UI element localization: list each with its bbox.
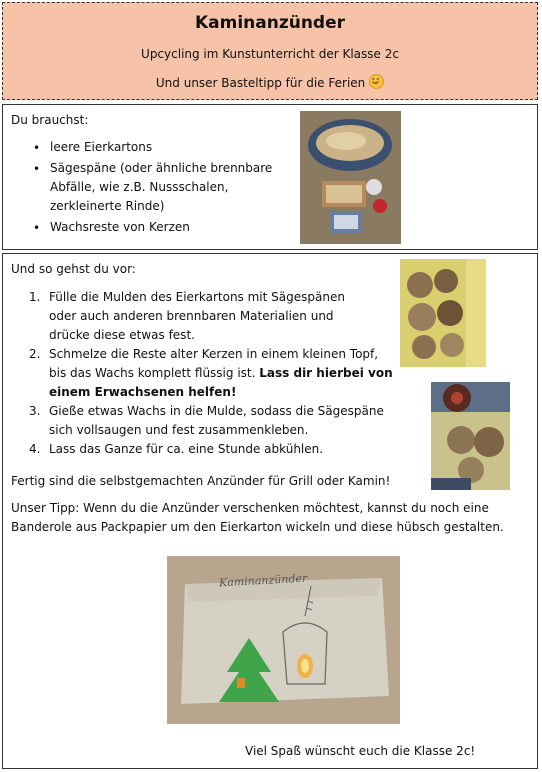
step-number: 4. [29, 442, 41, 456]
tip-line-text: Und unser Basteltipp für die Ferien [155, 76, 366, 90]
step-text: sich vollsaugen und fest zusammenkleben. [49, 423, 309, 437]
step-text [49, 364, 393, 383]
wrapped-package-photo [167, 556, 400, 724]
tip-text: Unser Tipp: Wenn du die Anzünder verschenken möchtest, kannst du noch eine [11, 501, 489, 515]
tip-text: Banderole aus Packpapier um den Eierkarton wickeln und diese hübsch gestalten. [11, 520, 504, 534]
materials-heading: Du brauchst: [11, 113, 89, 127]
header-banner [2, 2, 538, 100]
step-warning: Lass dir hierbei von [259, 366, 393, 380]
page-title: Kaminanzünder [194, 13, 346, 33]
material-item: Wachsreste von Kerzen [50, 220, 190, 234]
package-label: Kaminanzünder [218, 571, 308, 590]
step-text: oder auch anderen brennbaren Materialien und [49, 309, 334, 323]
done-text: Fertig sind die selbstgemachten Anzünder für Grill oder Kamin! [11, 474, 391, 488]
step-text: Schmelze die Reste alter Kerzen in einem kleinen Topf, [49, 347, 379, 361]
step-text: drücke diese etwas fest. [49, 328, 195, 342]
instructions-section [2, 253, 538, 769]
bullet-icon: • [33, 162, 41, 176]
tip-line [3, 74, 537, 90]
step-warning: einem Erwachsenen helfen! [49, 385, 237, 399]
subtitle: Upcycling im Kunstunterricht der Klasse 2c [141, 47, 399, 61]
smiley-icon [369, 74, 384, 89]
closing-text: Viel Spaß wünscht euch die Klasse 2c! [245, 744, 476, 758]
step-text: Fülle die Mulden des Eierkartons mit Sägespänen [49, 290, 345, 304]
bullet-icon: • [33, 141, 41, 155]
step-text: Gieße etwas Wachs in die Mulde, sodass die Sägespäne [49, 404, 384, 418]
egg-carton-photo [400, 259, 486, 367]
materials-photo [300, 111, 401, 244]
bullet-icon: • [33, 221, 41, 235]
material-item: leere Eierkartons [50, 140, 153, 154]
material-item-cont: Abfälle, wie z.B. Nussschalen, [50, 180, 229, 194]
step-number: 1. [29, 290, 41, 304]
material-item: Sägespäne (oder ähnliche brennbare [50, 161, 273, 175]
steps-heading: Und so gehst du vor: [11, 262, 136, 276]
step-number: 3. [29, 404, 41, 418]
step-text: Lass das Ganze für ca. eine Stunde abkühlen. [49, 442, 324, 456]
material-item-cont: zerkleinerte Rinde) [50, 199, 165, 213]
wax-carton-photo [431, 382, 510, 490]
step-text-plain: bis das Wachs komplett flüssig ist. [49, 366, 256, 380]
materials-section [2, 104, 538, 250]
step-number: 2. [29, 347, 41, 361]
